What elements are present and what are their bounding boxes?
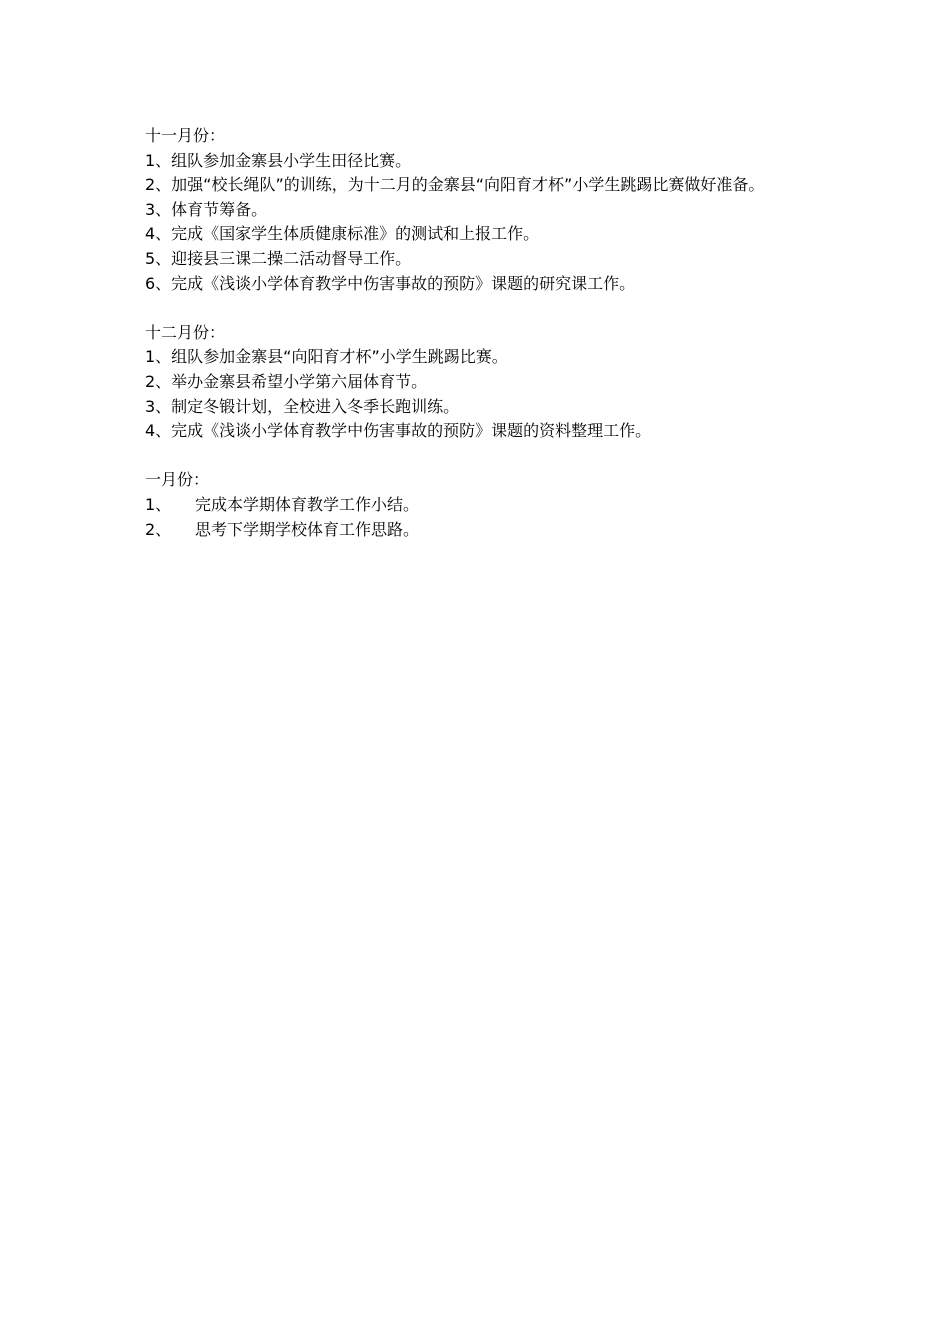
list-item: 5、迎接县三课二操二活动督导工作。 xyxy=(145,248,412,268)
list-item: 3、体育节筹备。 xyxy=(145,199,268,219)
section-heading: 一月份： xyxy=(145,470,210,490)
list-item: 1、组队参加金寨县“向阳育才杯”小学生跳踢比赛。 xyxy=(145,347,508,367)
list-item-text: 完成本学期体育教学工作小结。 xyxy=(195,494,420,514)
list-item: 4、完成《国家学生体质健康标准》的测试和上报工作。 xyxy=(145,224,540,244)
list-item xyxy=(145,518,805,543)
section-january xyxy=(145,468,805,542)
list-item-text: 思考下学期学校体育工作思路。 xyxy=(195,519,420,539)
list-item: 6、完成《浅谈小学体育教学中伤害事故的预防》课题的研究课工作。 xyxy=(145,273,636,293)
document-body xyxy=(145,124,805,567)
section-heading: 十二月份： xyxy=(145,322,226,342)
list-marker: 1、 xyxy=(145,494,172,514)
list-item: 4、完成《浅谈小学体育教学中伤害事故的预防》课题的资料整理工作。 xyxy=(145,421,652,441)
section-november xyxy=(145,124,805,296)
section-december xyxy=(145,321,805,444)
list-item xyxy=(145,493,805,518)
section-heading: 十一月份： xyxy=(145,126,226,145)
list-item: 2、举办金寨县希望小学第六届体育节。 xyxy=(145,371,428,391)
list-item: 1、组队参加金寨县小学生田径比赛。 xyxy=(145,150,412,170)
list-item: 2、加强“校长绳队”的训练，为十二月的金寨县“向阳育才杯”小学生跳踢比赛做好准备。 xyxy=(145,175,765,195)
list-marker: 2、 xyxy=(145,519,172,539)
list-item: 3、制定冬锻计划，全校进入冬季长跑训练。 xyxy=(145,396,460,416)
